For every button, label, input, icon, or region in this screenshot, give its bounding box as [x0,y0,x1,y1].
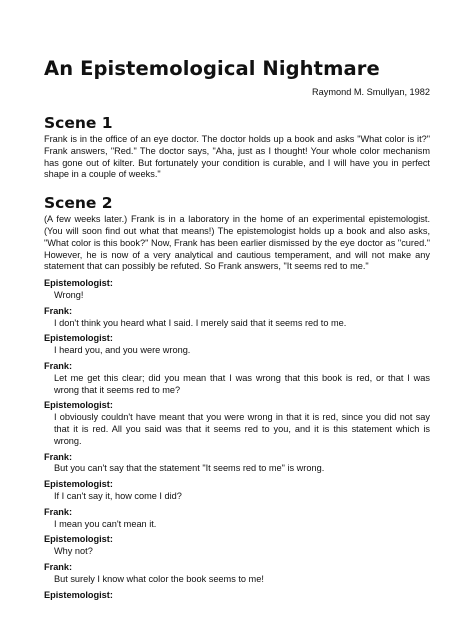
scene-1-paragraph: Frank is in the office of an eye doctor. The doctor holds up a book and asks "What color is it?" Frank answers, "Red." The doctor says, "Aha, just as I thought! Your whole color mechanism has gone out of kilter. But fortunately your condition is curable, and I will have you in perfect shape in a couple of weeks." [44,134,430,180]
speaker-name: Frank: [44,561,73,572]
scene-1-heading: Scene 1 [44,114,113,132]
dialogue-turn [44,534,430,558]
dialogue-turn [44,333,430,357]
dialogue-line: I don't think you heard what I said. I merely said that it seems red to me. [54,317,347,328]
dialogue-turn [44,306,430,330]
speaker-name: Epistemologist: [44,333,113,344]
speaker-name: Frank: [44,360,73,371]
document-title: An Epistemological Nightmare [44,57,380,80]
dialogue-line: I obviously couldn't have meant that you were wrong in that it is red, since you did not say that it is red. All you said was that it seems red to you, and it is this statement which is wrong. [54,412,430,446]
dialogue-line: Wrong! [54,289,84,300]
scene-2-heading: Scene 2 [44,194,113,213]
speaker-name: Epistemologist: [44,479,113,490]
dialogue-turn [44,361,430,396]
speaker-name: Epistemologist: [44,589,113,600]
author-byline: Raymond M. Smullyan, 1982 [312,87,430,97]
dialogue-line: If I can't say it, how come I did? [54,490,182,501]
dialogue-turn [44,479,430,503]
speaker-name: Frank: [44,451,73,462]
speaker-name: Epistemologist: [44,278,113,289]
dialogue-line: But you can't say that the statement "It seems red to me" is wrong. [54,463,325,474]
dialogue-line: I heard you, and you were wrong. [54,345,191,356]
dialogue-turn [44,452,430,476]
dialogue-turn [44,590,430,602]
dialogue-line: Let me get this clear; did you mean that I was wrong that this book is red, or that I was wrong that it seems red to me? [54,372,430,395]
dialogue-line: I mean you can't mean it. [54,518,157,529]
speaker-name: Frank: [44,305,73,316]
dialogue-turn [44,278,430,302]
dialogue-turn [44,507,430,531]
scene-2-paragraph: (A few weeks later.) Frank is in a laboratory in the home of an experimental epistemologist. (You will soon find out what that means!) The epistemologist holds up a book and also asks, "What color is this book?" Now, Frank has been earlier dismissed by the eye doctor as "cured." However, he is now of a very analytical and cautious temperament, and will not make any statement that can possibly be refuted. So Frank answers, "It seems red to me." [44,214,430,272]
speaker-name: Frank: [44,506,73,517]
dialogue-turn [44,562,430,586]
dialogue-turn [44,400,430,447]
dialogue [44,278,430,601]
dialogue-line: But surely I know what color the book seems to me! [54,573,264,584]
speaker-name: Epistemologist: [44,534,113,545]
speaker-name: Epistemologist: [44,400,113,411]
dialogue-line: Why not? [54,546,93,557]
